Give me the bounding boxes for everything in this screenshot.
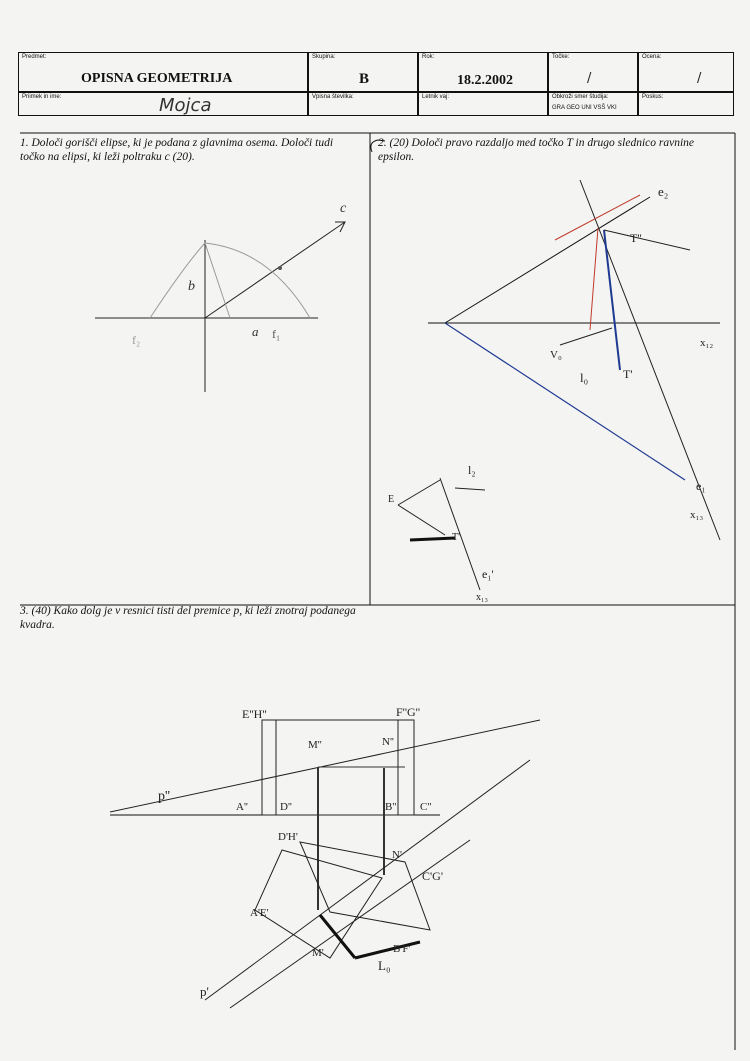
rok-label: Rok:	[422, 54, 435, 60]
svg-text:e₁': e₁'	[482, 567, 494, 581]
svg-text:b: b	[188, 279, 195, 294]
task-2-text: 2. (20) Določi pravo razdaljo med točko T in drugo slednico ravnine epsilon.	[378, 137, 695, 163]
svg-text:l₀: l₀	[580, 370, 589, 385]
skupina-label: Skupina:	[312, 54, 336, 60]
ocena-label: Ocena:	[642, 54, 662, 60]
svg-text:T': T'	[623, 367, 633, 381]
svg-text:x₁₃: x₁₃	[690, 509, 704, 521]
svg-text:E''H'': E''H''	[242, 707, 267, 721]
svg-text:p'': p''	[158, 789, 171, 804]
name-label: Priimek in ime:	[22, 94, 62, 100]
svg-text:V₀: V₀	[550, 349, 562, 361]
vpisna-label: Vpisna številka:	[312, 94, 354, 100]
svg-text:B'F': B'F'	[393, 943, 411, 955]
svg-text:l₂: l₂	[468, 463, 476, 477]
svg-text:p': p'	[200, 984, 209, 999]
tocke-label: Točke:	[552, 54, 570, 60]
svg-text:x₁₃: x₁₃	[476, 592, 488, 603]
svg-text:T'': T''	[630, 231, 642, 245]
svg-text:D'': D''	[280, 801, 292, 813]
letnik-label: Letnik vaj:	[422, 94, 450, 100]
svg-text:N': N'	[392, 849, 402, 861]
svg-text:E: E	[388, 494, 395, 505]
predmet-value: OPISNA GEOMETRIJA	[81, 71, 233, 86]
smer-label: Obkroži smer študija:	[552, 94, 609, 100]
svg-text:L₀: L₀	[378, 958, 391, 973]
svg-text:T': T'	[452, 532, 460, 543]
task-1-drawing	[95, 201, 347, 392]
svg-text:e₁: e₁	[696, 479, 706, 493]
task-3-text: 3. (40) Kako dolg je v resnici tisti del premice p, ki leži znotraj podanega kvadra.	[20, 605, 356, 631]
svg-text:A'': A''	[236, 801, 248, 813]
ocena-value: /	[697, 71, 702, 86]
task-1-text: 1. Določi gorišči elipse, ki je podana z glavnima osema. Določi tudi točko na elipsi, ki leži poltraku c (20).	[20, 137, 334, 163]
svg-text:C'': C''	[420, 801, 432, 813]
svg-text:M'': M''	[308, 739, 322, 751]
section-borders	[20, 133, 735, 1050]
svg-text:c: c	[340, 201, 347, 216]
poskus-label: Poskus:	[642, 94, 664, 100]
svg-text:f₂: f₂	[132, 333, 141, 347]
svg-text:A'E': A'E'	[250, 907, 269, 919]
svg-text:C'G': C'G'	[422, 869, 443, 883]
task-2-drawing	[388, 180, 720, 603]
rok-value: 18.2.2002	[457, 73, 513, 88]
task-3-drawing	[110, 705, 540, 1008]
svg-text:N'': N''	[382, 736, 394, 748]
svg-text:D'H': D'H'	[278, 831, 298, 843]
skupina-value: B	[359, 71, 370, 87]
name-value: Mojca	[159, 95, 212, 116]
tocke-value: /	[587, 71, 592, 86]
svg-text:M': M'	[312, 947, 324, 959]
svg-text:x₁₂: x₁₂	[700, 337, 714, 349]
svg-text:F''G'': F''G''	[396, 705, 420, 719]
svg-text:B'': B''	[385, 801, 397, 813]
smer-value: GRA GEO UNI VSŠ VKI	[552, 105, 617, 111]
svg-text:a: a	[252, 324, 259, 339]
predmet-label: Predmet:	[22, 54, 47, 60]
svg-text:f₁: f₁	[272, 327, 281, 341]
svg-text:e₂: e₂	[658, 184, 669, 199]
